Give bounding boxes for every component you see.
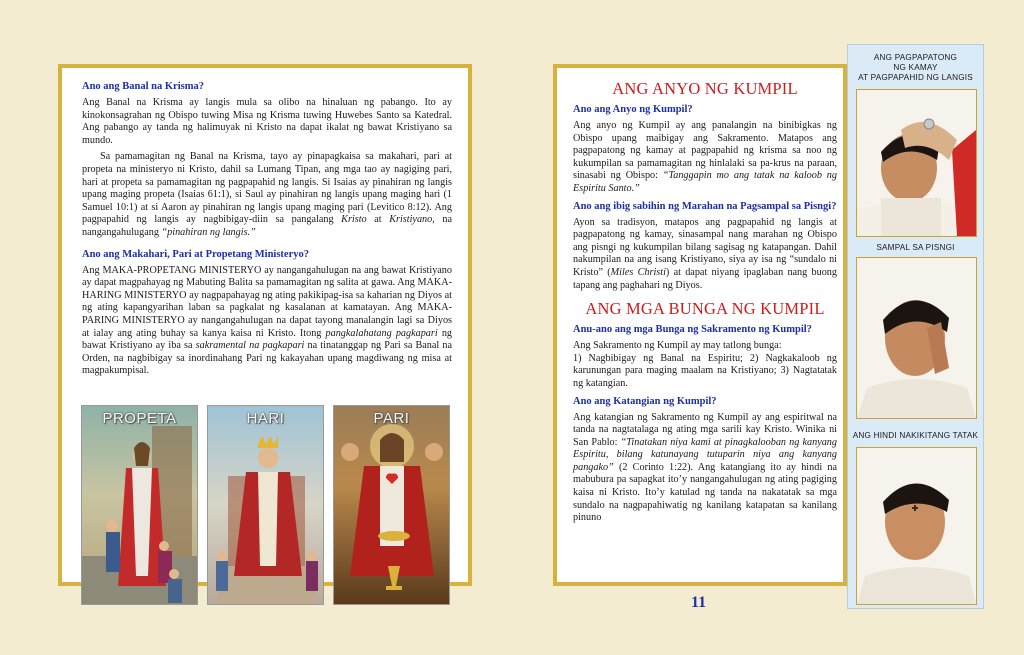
paragraph-katangian xyxy=(573,412,837,525)
question-banal-na-krisma: Ano ang Banal na Krisma? xyxy=(82,81,204,92)
question-marahan-na-pagsampal: Ano ang ibig sabihin ng Marahan na Pagsampal sa Pisngi? xyxy=(573,200,837,212)
caption-line: AT PAGPAPAHID NG LANGIS xyxy=(858,73,973,82)
propeta-image xyxy=(81,405,198,605)
caption-line: NG KAMAY xyxy=(893,63,938,72)
role-title-propeta: PROPETA xyxy=(102,410,177,427)
italic-miles-christi: Miles Christi xyxy=(610,266,666,278)
page-number: 11 xyxy=(691,594,707,611)
text: Ang anyo ng Kumpil ay ang panalangin na binibigkas ng Obispo upang maibigay ang Sakramento. Matapos ang pagpapatong ng kamay at pagpapahid ng krisma sa noo ng kukumpilan sa pamamagitan ng hinlalaki sa pa-krus na paraan, sinasabi ng Obispo: xyxy=(573,120,837,182)
heading-mga-bunga-ng-kumpil: ANG MGA BUNGA NG KUMPIL xyxy=(585,299,825,319)
question-makahari-pari-propeta: Ano ang Makahari, Pari at Propetang Ministeryo? xyxy=(82,248,310,260)
left-page-content xyxy=(82,80,452,382)
propeta-illustration xyxy=(82,406,198,605)
text: Ayon sa tradisyon, matapos ang pagpapahid ng langis at pagpapatong ng kamay, sinasampal nang marahan ng Obispo ang pisngi ng kukumpilan bilang sagisag ng katapangan. Dahil nakumpilan na ang isang Kristiyano, siya ay isa ng “sundalo ni Kristo” ( xyxy=(573,216,837,278)
text: at xyxy=(374,214,382,226)
caption-sampal: SAMPAL SA PISNGI xyxy=(876,243,955,252)
right-page-panel xyxy=(553,64,847,586)
paragraph-bunga-list: 1) Nagbibigay ng Banal na Espiritu; 2) Nagkakaloob ng karunungan para maging maalam na Kristiyano; 3) Nagtatatak ng katangian. xyxy=(573,352,837,389)
pari-illustration xyxy=(334,406,450,605)
text: Sa pamamagitan ng Banal na Krisma, tayo ay pinapagkaisa sa makahari, pari at propeta na ministeryo ni Kristo, dahil sa Lumang Tipan, ang mga tao ay nagiging pari, hari at propeta sa pamamagitan ng pagpapahid ng langis. Si Isaias ay pinahiran ng langis upang maging propeta (Isaias 61:1), si Saul ay pinahiran ng langis upang maging hari (1 Samuel 10:1) at si Aaron ay pinahiran ng langis upang maging pari (Levitico 8:12). Ang pagpapahid ng langis ay nagbibigay-diin sa pangalang xyxy=(82,151,452,226)
text: na tinatanggap ng Pari sa Banal na Orden, na nagbibigay sa inordinahang Pari ng kakayahan upang magdiwang ng misa at magpakumpisal. xyxy=(82,340,453,377)
photo-column xyxy=(847,44,984,609)
text: Ang katangian ng Sakramento ng Kumpil ay ang espiritwal na tanda na nagtatalaga ng ating mga sarili kay Kristo. Winika ni San Pablo: xyxy=(573,411,837,448)
heading-anyo-ng-kumpil: ANG ANYO NG KUMPIL xyxy=(612,79,798,98)
text: ng bawat Kristiyano ay iba sa xyxy=(82,327,452,352)
paragraph-krisma-ministry xyxy=(82,151,452,239)
question-mga-bunga: Anu-ano ang mga Bunga ng Sakramento ng Kumpil? xyxy=(573,324,812,336)
question-anyo-ng-kumpil: Ano ang Anyo ng Kumpil? xyxy=(573,104,693,115)
pari-image xyxy=(333,405,450,605)
paragraph-bunga-intro: Ang Sakramento ng Kumpil ay may tatlong bunga: xyxy=(573,340,782,352)
paragraph-anyo xyxy=(573,120,837,196)
photo-tatak xyxy=(856,447,977,605)
quote-tinatakan: “Tinatakan niya kami at pinagkalooban ng kanyang Espiritu, bilang katunayang tutuparin niya ang kanyang pangako” xyxy=(573,436,837,473)
paragraph-ministries xyxy=(82,265,452,378)
boy-forehead-cross-photo xyxy=(857,448,976,604)
boy-anointing-photo xyxy=(857,90,976,236)
text: (2 Corinto 1:22). Ang katangiang ito ay hindi na mabubura pa sapagkat ito’y nangangahulugan ng ating pagiging kaisa ni Kristo. Ito’y katulad ng tanda na nakatatak sa mga sundalo na nagpapahiwatig ng kanilang katapatan sa kanilang pinuno xyxy=(573,461,837,524)
hari-image xyxy=(207,405,324,605)
role-title-hari: HARI xyxy=(246,410,285,427)
photo-pagpapatong xyxy=(856,89,977,237)
italic-sakramental-na-pagkapari: sakramental na pagkapari xyxy=(195,340,305,352)
caption-hindi-nakikitang-tatak: ANG HINDI NAKIKITANG TATAK xyxy=(852,431,979,440)
italic-pangkalahatang-pagkapari: pangkalahatang pagkapari xyxy=(325,327,438,339)
quote-tanggapin: “Tanggapin mo ang tatak na kaloob ng Espiritu Santo.” xyxy=(573,170,837,194)
paragraph-krisma-definition: Ang Banal na Krisma ay langis mula sa olibo na hinaluan ng pabango. Ito ay kinokonsagrahan ng Obispo tuwing Misa ng Krisma tuwing Huwebes Santo sa Katedral. Ang pabango ay tanda ng halimuyak ni Kristo na dapat ikalat ng bawat Kristiyano sa mundo. xyxy=(82,97,452,146)
italic-kristo: Kristo xyxy=(341,214,367,226)
text: ) at dapat niyang ipaglaban nang buong tapang ang paghahari ng Diyos. xyxy=(573,266,837,291)
paragraph-pagsampal xyxy=(573,217,837,293)
hari-illustration xyxy=(208,406,324,605)
italic-kristiyano: Kristiyano xyxy=(389,214,433,226)
quote-pinahiran: “pinahiran ng langis.” xyxy=(161,226,256,238)
right-page-content xyxy=(573,78,837,529)
caption-line: ANG PAGPAPATONG xyxy=(873,53,958,62)
caption-pagpapatong xyxy=(848,53,983,83)
text: , na nangangahulugang xyxy=(82,214,453,238)
photo-sampal xyxy=(856,257,977,419)
question-katangian-ng-kumpil: Ano ang Katangian ng Kumpil? xyxy=(573,395,717,407)
text: Ang MAKA-PROPETANG MINISTERYO ay nangangahulugan na ang bawat Kristiyano ay dapat magpahayag ng Mabuting Balita sa pamamagitan ng salita at gawa. Ang MAKA-HARING MINISTERYO ay nagpapahayag ng ating pakikipag-isa sa kaharian ng Diyos at ng ating kapangyarihan laban sa pagkalat ng kasalanan at kamatayan. Ang MAKA-PARING MINISTERYO ay nangangahulugan na dapat tayong manalangin lagi sa Diyos at ialay ang ating buhay sa kanya kaisa ni Kristo. Itong xyxy=(82,264,452,339)
role-title-pari: PARI xyxy=(373,410,410,427)
boy-cheek-photo xyxy=(857,258,976,418)
